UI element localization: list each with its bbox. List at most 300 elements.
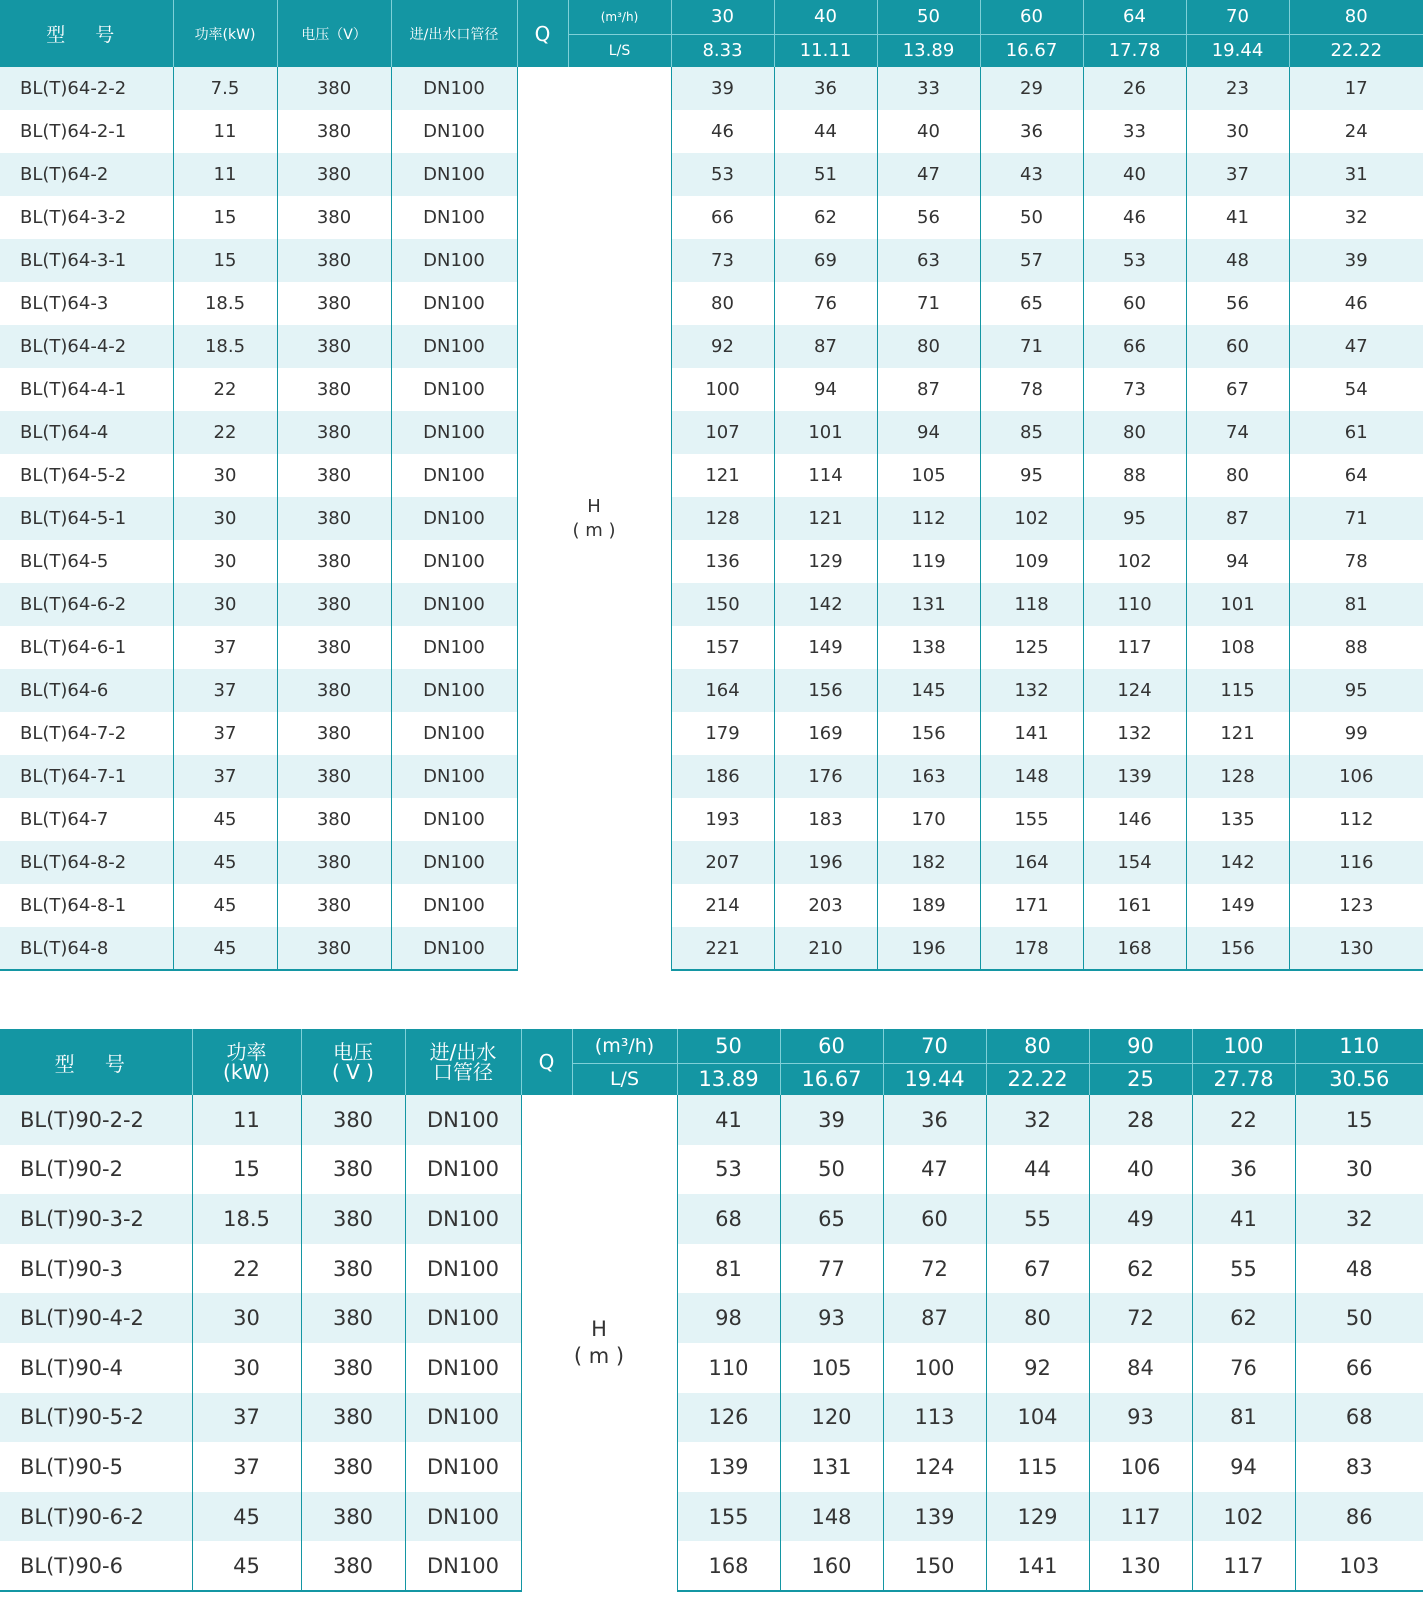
- pipe-cell: DN100: [391, 325, 517, 368]
- head-value-cell: 78: [1344, 551, 1368, 572]
- head-value-cell: 163: [877, 755, 980, 798]
- head-label-cell: [517, 67, 671, 970]
- pipe-cell: DN100: [391, 755, 517, 798]
- head-value-cell: 24: [1344, 121, 1368, 142]
- table-row: [0, 1194, 1423, 1244]
- head-value-cell: 76: [774, 282, 877, 325]
- head-value-cell: 157: [671, 626, 774, 669]
- head-value-cell: 47: [877, 153, 980, 196]
- model-cell: BL(T)64-5-1: [0, 497, 173, 540]
- head-value-cell: 50: [1295, 1293, 1423, 1343]
- model-cell: BL(T)64-2-2: [0, 67, 173, 110]
- pipe-cell: DN100: [391, 153, 517, 196]
- head-value-cell: 203: [774, 884, 877, 927]
- head-value-cell: 108: [1186, 626, 1289, 669]
- head-value-cell: 32: [1344, 207, 1368, 228]
- table-row: [0, 368, 1423, 411]
- header-q: Q: [521, 1029, 572, 1095]
- head-value-cell: 148: [980, 755, 1083, 798]
- head-value-cell: 139: [1083, 755, 1186, 798]
- head-value-cell: 135: [1186, 798, 1289, 841]
- power-cell: 15: [173, 239, 277, 282]
- header-unit-m3h: (m³/h): [568, 0, 671, 34]
- pipe-cell: DN100: [391, 927, 517, 970]
- head-value-cell: 87: [877, 368, 980, 411]
- head-value-cell: 29: [980, 67, 1083, 110]
- head-value-cell: 48: [1345, 1256, 1373, 1281]
- power-cell: 37: [173, 755, 277, 798]
- table-row: [0, 1343, 1423, 1393]
- voltage-cell: 380: [277, 153, 391, 196]
- head-value-cell: 28: [1089, 1095, 1192, 1145]
- head-value-cell: 63: [877, 239, 980, 282]
- table-row: [0, 712, 1423, 755]
- head-value-cell: 60: [1083, 282, 1186, 325]
- header-unit-ls: L/S: [568, 34, 671, 67]
- head-value-cell: 67: [986, 1244, 1089, 1294]
- pipe-cell: DN100: [391, 626, 517, 669]
- header-flow-ls: 19.44: [883, 1063, 986, 1095]
- pipe-cell: DN100: [391, 239, 517, 282]
- head-value-cell: 80: [1083, 411, 1186, 454]
- voltage-cell: 380: [277, 411, 391, 454]
- head-value-cell: 66: [1345, 1355, 1373, 1380]
- head-value-cell: 102: [1192, 1492, 1295, 1542]
- head-value-cell: 121: [774, 497, 877, 540]
- header-power-line2: (kW): [223, 1060, 270, 1084]
- head-value-cell: 68: [1295, 1393, 1423, 1443]
- model-cell: BL(T)90-3: [0, 1244, 192, 1294]
- header-pipe-line1: 进/出水: [429, 1040, 497, 1064]
- head-value-cell: 80: [1186, 454, 1289, 497]
- pipe-cell: DN100: [391, 196, 517, 239]
- header-flow-ls: 16.67: [980, 34, 1083, 67]
- power-cell: 45: [173, 798, 277, 841]
- header-flow-ls: 25: [1089, 1063, 1192, 1095]
- head-value-cell: 112: [877, 497, 980, 540]
- head-value-cell: 150: [671, 583, 774, 626]
- head-value-cell: 56: [877, 196, 980, 239]
- head-value-cell: 129: [774, 540, 877, 583]
- head-label-line1: H: [591, 1316, 607, 1341]
- table-row: [0, 1244, 1423, 1294]
- head-value-cell: 106: [1089, 1442, 1192, 1492]
- head-value-cell: 55: [986, 1194, 1089, 1244]
- head-value-cell: 95: [1083, 497, 1186, 540]
- head-value-cell: 95: [980, 454, 1083, 497]
- power-cell: 22: [192, 1244, 301, 1294]
- power-cell: 18.5: [173, 282, 277, 325]
- model-cell: BL(T)64-3-1: [0, 239, 173, 282]
- head-value-cell: 81: [677, 1244, 780, 1294]
- head-value-cell: 78: [980, 368, 1083, 411]
- head-value-cell: 117: [1089, 1492, 1192, 1542]
- voltage-cell: 380: [301, 1095, 405, 1145]
- head-value-cell: 62: [1089, 1244, 1192, 1294]
- head-value-cell: 72: [883, 1244, 986, 1294]
- head-label-line2: ( m ): [573, 1343, 625, 1368]
- head-value-cell: 149: [1186, 884, 1289, 927]
- head-value-cell: 214: [671, 884, 774, 927]
- head-value-cell: 131: [877, 583, 980, 626]
- head-value-cell: 155: [677, 1492, 780, 1542]
- pipe-cell: DN100: [405, 1145, 521, 1195]
- head-value-cell: 67: [1186, 368, 1289, 411]
- head-value-cell: 68: [677, 1194, 780, 1244]
- model-cell: BL(T)90-6: [0, 1541, 192, 1591]
- head-value-cell: 179: [671, 712, 774, 755]
- header-pipe-diameter: [405, 1029, 521, 1095]
- table-body: [0, 1095, 1423, 1591]
- performance-table-bl90: [0, 1029, 1423, 1592]
- head-value-cell: 80: [986, 1293, 1089, 1343]
- header-flow-m3h: 60: [980, 0, 1083, 34]
- voltage-cell: 380: [301, 1194, 405, 1244]
- head-value-cell: 105: [780, 1343, 883, 1393]
- head-value-cell: 15: [1295, 1095, 1423, 1145]
- head-value-cell: 196: [877, 927, 980, 970]
- voltage-cell: 380: [301, 1343, 405, 1393]
- table-row: [0, 282, 1423, 325]
- head-value-cell: 155: [980, 798, 1083, 841]
- voltage-cell: 380: [277, 325, 391, 368]
- voltage-cell: 380: [277, 712, 391, 755]
- head-value-cell: 41: [677, 1095, 780, 1145]
- head-value-cell: 83: [1345, 1454, 1373, 1479]
- head-value-cell: 169: [774, 712, 877, 755]
- head-value-cell: 80: [877, 325, 980, 368]
- header-flow-m3h: 100: [1192, 1029, 1295, 1063]
- model-cell: BL(T)64-7: [0, 798, 173, 841]
- header-voltage-line2: ( V ): [331, 1060, 374, 1084]
- head-value-cell: 141: [986, 1541, 1089, 1591]
- head-value-cell: 32: [1295, 1194, 1423, 1244]
- power-cell: 7.5: [173, 67, 277, 110]
- power-cell: 18.5: [192, 1194, 301, 1244]
- header-flow-m3h: 80: [1289, 0, 1423, 34]
- pipe-cell: DN100: [405, 1194, 521, 1244]
- head-value-cell: 46: [1344, 293, 1368, 314]
- head-value-cell: 60: [1186, 325, 1289, 368]
- pipe-cell: DN100: [391, 540, 517, 583]
- table-row: [0, 110, 1423, 153]
- table-row: [0, 1145, 1423, 1195]
- head-value-cell: 156: [774, 669, 877, 712]
- head-value-cell: 115: [1186, 669, 1289, 712]
- head-value-cell: 168: [1083, 927, 1186, 970]
- header-power: [192, 1029, 301, 1095]
- header-unit-m3h: (m³/h): [572, 1029, 677, 1063]
- power-cell: 22: [173, 368, 277, 411]
- power-cell: 45: [192, 1492, 301, 1542]
- table-row: [0, 583, 1423, 626]
- head-value-cell: 81: [1289, 583, 1423, 626]
- head-value-cell: 36: [883, 1095, 986, 1145]
- head-value-cell: 132: [1083, 712, 1186, 755]
- head-value-cell: 44: [986, 1145, 1089, 1195]
- head-value-cell: 54: [1344, 379, 1368, 400]
- pipe-cell: DN100: [391, 454, 517, 497]
- model-cell: BL(T)90-4: [0, 1343, 192, 1393]
- head-value-cell: 93: [1089, 1393, 1192, 1443]
- head-value-cell: 142: [1186, 841, 1289, 884]
- voltage-cell: 380: [301, 1492, 405, 1542]
- power-cell: 30: [173, 540, 277, 583]
- model-cell: BL(T)64-3-2: [0, 196, 173, 239]
- head-value-cell: 56: [1186, 282, 1289, 325]
- head-value-cell: 110: [1083, 583, 1186, 626]
- pipe-cell: DN100: [391, 110, 517, 153]
- voltage-cell: 380: [277, 540, 391, 583]
- head-value-cell: 129: [986, 1492, 1089, 1542]
- power-cell: 11: [173, 110, 277, 153]
- pipe-cell: DN100: [391, 841, 517, 884]
- table-row: [0, 1492, 1423, 1542]
- power-cell: 45: [192, 1541, 301, 1591]
- head-value-cell: 36: [774, 67, 877, 110]
- voltage-cell: 380: [301, 1244, 405, 1294]
- head-value-cell: 41: [1192, 1194, 1295, 1244]
- head-value-cell: 53: [671, 153, 774, 196]
- head-value-cell: 156: [1186, 927, 1289, 970]
- header-voltage: [301, 1029, 405, 1095]
- head-value-cell: 176: [774, 755, 877, 798]
- power-cell: 37: [173, 669, 277, 712]
- head-value-cell: 98: [677, 1293, 780, 1343]
- power-cell: 37: [173, 712, 277, 755]
- head-value-cell: 22: [1192, 1095, 1295, 1145]
- table-row: [0, 67, 1423, 110]
- pipe-cell: DN100: [405, 1095, 521, 1145]
- voltage-cell: 380: [277, 927, 391, 970]
- power-cell: 30: [192, 1343, 301, 1393]
- head-value-cell: 72: [1089, 1293, 1192, 1343]
- table-row: [0, 927, 1423, 970]
- head-label-line1: H: [587, 496, 601, 518]
- head-label-line2: ( m ): [572, 519, 616, 541]
- pipe-cell: DN100: [405, 1393, 521, 1443]
- voltage-cell: 380: [277, 239, 391, 282]
- model-cell: BL(T)90-5: [0, 1442, 192, 1492]
- header-flow-ls: 22.22: [986, 1063, 1089, 1095]
- head-value-cell: 88: [1344, 637, 1368, 658]
- header-q: Q: [517, 0, 568, 67]
- head-value-cell: 39: [1289, 239, 1423, 282]
- head-value-cell: 171: [980, 884, 1083, 927]
- head-value-cell: 53: [1083, 239, 1186, 282]
- head-value-cell: 49: [1089, 1194, 1192, 1244]
- header-pipe-line2: 口管径: [433, 1060, 493, 1084]
- table-row: [0, 884, 1423, 927]
- head-value-cell: 50: [780, 1145, 883, 1195]
- head-value-cell: 145: [877, 669, 980, 712]
- table-row: [0, 497, 1423, 540]
- head-value-cell: 130: [1089, 1541, 1192, 1591]
- table-row: [0, 196, 1423, 239]
- header-flow-m3h: 70: [883, 1029, 986, 1063]
- head-value-cell: 23: [1186, 67, 1289, 110]
- head-value-cell: 87: [883, 1293, 986, 1343]
- head-value-cell: 50: [980, 196, 1083, 239]
- model-cell: BL(T)90-6-2: [0, 1492, 192, 1542]
- header-flow-ls: 16.67: [780, 1063, 883, 1095]
- head-value-cell: 40: [1089, 1145, 1192, 1195]
- model-cell: BL(T)90-2-2: [0, 1095, 192, 1145]
- head-value-cell: 93: [780, 1293, 883, 1343]
- header-flow-m3h: 40: [774, 0, 877, 34]
- voltage-cell: 380: [277, 669, 391, 712]
- head-value-cell: 30: [1345, 1157, 1373, 1182]
- pipe-cell: DN100: [405, 1244, 521, 1294]
- head-value-cell: 103: [1295, 1541, 1423, 1591]
- head-value-cell: 128: [671, 497, 774, 540]
- head-value-cell: 101: [1186, 583, 1289, 626]
- head-value-cell: 60: [883, 1194, 986, 1244]
- pipe-cell: DN100: [391, 669, 517, 712]
- head-value-cell: 146: [1083, 798, 1186, 841]
- model-cell: BL(T)64-2-1: [0, 110, 173, 153]
- power-cell: 22: [173, 411, 277, 454]
- head-value-cell: 44: [774, 110, 877, 153]
- head-value-cell: 102: [1083, 540, 1186, 583]
- head-value-cell: 76: [1192, 1343, 1295, 1393]
- head-value-cell: 64: [1344, 465, 1368, 486]
- head-value-cell: 114: [774, 454, 877, 497]
- power-cell: 37: [173, 626, 277, 669]
- head-value-cell: 77: [780, 1244, 883, 1294]
- head-value-cell: 170: [877, 798, 980, 841]
- model-cell: BL(T)64-8-1: [0, 884, 173, 927]
- head-value-cell: 66: [671, 196, 774, 239]
- table-row: [0, 841, 1423, 884]
- header-flow-m3h: 60: [780, 1029, 883, 1063]
- header-model: 型 号: [0, 1029, 192, 1095]
- head-value-cell: 110: [677, 1343, 780, 1393]
- head-value-cell: 55: [1192, 1244, 1295, 1294]
- head-value-cell: 102: [980, 497, 1083, 540]
- voltage-cell: 380: [277, 755, 391, 798]
- header-voltage: 电压（V）: [277, 0, 391, 67]
- header-flow-ls: 19.44: [1186, 34, 1289, 67]
- head-value-cell: 99: [1344, 723, 1368, 744]
- voltage-cell: 380: [301, 1541, 405, 1591]
- pipe-cell: DN100: [391, 67, 517, 110]
- pipe-cell: DN100: [391, 497, 517, 540]
- head-value-cell: 101: [774, 411, 877, 454]
- voltage-cell: 380: [277, 626, 391, 669]
- head-value-cell: 46: [1083, 196, 1186, 239]
- head-value-cell: 46: [671, 110, 774, 153]
- head-value-cell: 160: [780, 1541, 883, 1591]
- voltage-cell: 380: [277, 196, 391, 239]
- head-value-cell: 94: [877, 411, 980, 454]
- head-value-cell: 87: [1186, 497, 1289, 540]
- table-row: [0, 1541, 1423, 1591]
- head-value-cell: 116: [1289, 841, 1423, 884]
- head-value-cell: 107: [671, 411, 774, 454]
- header-flow-ls: 13.89: [677, 1063, 780, 1095]
- power-cell: 15: [192, 1145, 301, 1195]
- voltage-cell: 380: [301, 1442, 405, 1492]
- head-value-cell: 193: [671, 798, 774, 841]
- head-value-cell: 123: [1339, 895, 1374, 916]
- head-value-cell: 117: [1192, 1541, 1295, 1591]
- head-value-cell: 17: [1289, 67, 1423, 110]
- head-value-cell: 149: [774, 626, 877, 669]
- header-flow-m3h: 90: [1089, 1029, 1192, 1063]
- model-cell: BL(T)64-8: [0, 927, 173, 970]
- head-value-cell: 43: [980, 153, 1083, 196]
- head-value-cell: 210: [774, 927, 877, 970]
- model-cell: BL(T)64-4-1: [0, 368, 173, 411]
- head-value-cell: 51: [774, 153, 877, 196]
- head-value-cell: 105: [877, 454, 980, 497]
- head-value-cell: 92: [671, 325, 774, 368]
- header-flow-ls: 27.78: [1192, 1063, 1295, 1095]
- head-value-cell: 150: [883, 1541, 986, 1591]
- head-value-cell: 156: [877, 712, 980, 755]
- pipe-cell: DN100: [405, 1492, 521, 1542]
- head-value-cell: 113: [883, 1393, 986, 1443]
- head-value-cell: 164: [980, 841, 1083, 884]
- head-value-cell: 36: [1192, 1145, 1295, 1195]
- model-cell: BL(T)64-6-1: [0, 626, 173, 669]
- header-flow-m3h: 70: [1186, 0, 1289, 34]
- voltage-cell: 380: [277, 368, 391, 411]
- head-value-cell: 92: [986, 1343, 1089, 1393]
- head-value-cell: 26: [1083, 67, 1186, 110]
- head-value-cell: 139: [677, 1442, 780, 1492]
- head-value-cell: 154: [1083, 841, 1186, 884]
- head-value-cell: 118: [980, 583, 1083, 626]
- pipe-cell: DN100: [391, 712, 517, 755]
- head-value-cell: 94: [1186, 540, 1289, 583]
- head-value-cell: 119: [877, 540, 980, 583]
- pipe-cell: DN100: [391, 282, 517, 325]
- head-value-cell: 125: [980, 626, 1083, 669]
- table-row: [0, 1442, 1423, 1492]
- head-value-cell: 66: [1083, 325, 1186, 368]
- head-value-cell: 40: [877, 110, 980, 153]
- head-value-cell: 141: [980, 712, 1083, 755]
- table-row: [0, 626, 1423, 669]
- head-value-cell: 95: [1289, 669, 1423, 712]
- table-row: [0, 669, 1423, 712]
- header-power: 功率(kW): [173, 0, 277, 67]
- head-value-cell: 71: [877, 282, 980, 325]
- head-value-cell: 62: [1192, 1293, 1295, 1343]
- voltage-cell: 380: [277, 454, 391, 497]
- head-value-cell: 148: [780, 1492, 883, 1542]
- model-cell: BL(T)64-4: [0, 411, 173, 454]
- pipe-cell: DN100: [391, 884, 517, 927]
- head-value-cell: 126: [677, 1393, 780, 1443]
- power-cell: 30: [192, 1293, 301, 1343]
- model-cell: BL(T)64-5: [0, 540, 173, 583]
- head-value-cell: 39: [671, 67, 774, 110]
- head-value-cell: 100: [671, 368, 774, 411]
- pipe-cell: DN100: [391, 583, 517, 626]
- head-value-cell: 53: [677, 1145, 780, 1195]
- head-value-cell: 71: [1289, 497, 1423, 540]
- head-value-cell: 124: [883, 1442, 986, 1492]
- table-row: [0, 411, 1423, 454]
- model-cell: BL(T)90-4-2: [0, 1293, 192, 1343]
- head-value-cell: 48: [1186, 239, 1289, 282]
- head-value-cell: 186: [671, 755, 774, 798]
- pipe-cell: DN100: [391, 368, 517, 411]
- model-cell: BL(T)64-7-1: [0, 755, 173, 798]
